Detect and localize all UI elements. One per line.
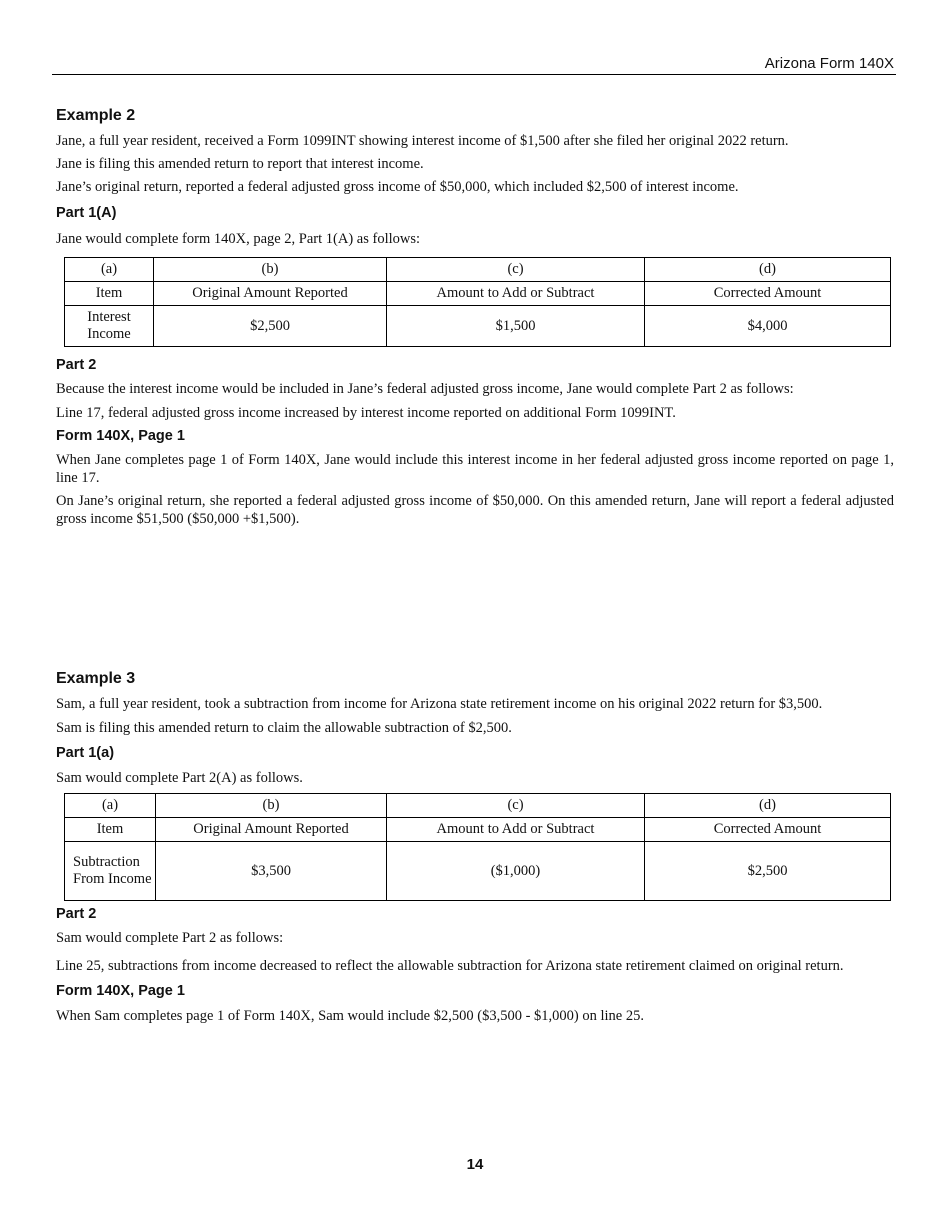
- table-cell-original: $3,500: [156, 842, 387, 901]
- example2-page1-text-1: When Jane completes page 1 of Form 140X, Jane would include this interest income in her federal adjusted gross income reported on page 1, line 17.: [56, 452, 894, 486]
- table-cell-change: $1,500: [387, 306, 645, 347]
- table-letter-row: [65, 258, 891, 282]
- column-header: Item: [65, 282, 154, 306]
- example2-intro-3: Jane’s original return, reported a federal adjusted gross income of $50,000, which included $2,500 of interest income.: [56, 179, 739, 195]
- example3-part2-text-2: Line 25, subtractions from income decreased to reflect the allowable subtraction for Arizona state retirement claimed on original return.: [56, 958, 844, 974]
- example3-intro-2: Sam is filing this amended return to claim the allowable subtraction of $2,500.: [56, 720, 512, 736]
- column-header: Corrected Amount: [645, 282, 891, 306]
- table-header-row: [65, 282, 891, 306]
- example2-part1-heading: Part 1(A): [56, 205, 117, 221]
- example2-heading: Example 2: [56, 107, 136, 124]
- column-letter: (c): [387, 794, 645, 818]
- column-header: Original Amount Reported: [154, 282, 387, 306]
- example2-part2-heading: Part 2: [56, 357, 97, 373]
- example3-page1-heading: Form 140X, Page 1: [56, 983, 185, 999]
- example3-part2-text-1: Sam would complete Part 2 as follows:: [56, 930, 284, 946]
- header-divider: [52, 74, 896, 75]
- example3-part2-heading: Part 2: [56, 906, 97, 922]
- column-letter: (d): [645, 258, 891, 282]
- column-letter: (d): [645, 794, 891, 818]
- column-letter: (a): [65, 794, 156, 818]
- example2-intro-2: Jane is filing this amended return to report that interest income.: [56, 156, 424, 172]
- column-letter: (a): [65, 258, 154, 282]
- example2-part2-text-2: Line 17, federal adjusted gross income increased by interest income reported on additional Form 1099INT.: [56, 405, 676, 421]
- column-letter: (b): [154, 258, 387, 282]
- column-header: Corrected Amount: [645, 818, 891, 842]
- table-cell-corrected: $4,000: [645, 306, 891, 347]
- column-letter: (c): [387, 258, 645, 282]
- form-title: Arizona Form 140X: [764, 55, 894, 72]
- table-row: [65, 842, 891, 901]
- example2-intro-1: Jane, a full year resident, received a Form 1099INT showing interest income of $1,500 after she filed her original 2022 return.: [56, 133, 789, 149]
- table-cell-item: Interest Income: [65, 306, 154, 347]
- example3-intro-1: Sam, a full year resident, took a subtraction from income for Arizona state retirement income on his original 2022 return for $3,500.: [56, 696, 823, 712]
- table-letter-row: [65, 794, 891, 818]
- example2-part1-text: Jane would complete form 140X, page 2, Part 1(A) as follows:: [56, 231, 421, 247]
- table-cell-corrected: $2,500: [645, 842, 891, 901]
- column-header: Amount to Add or Subtract: [387, 818, 645, 842]
- example3-page1-text: When Sam completes page 1 of Form 140X, Sam would include $2,500 ($3,500 - $1,000) on line 25.: [56, 1008, 644, 1024]
- column-header: Original Amount Reported: [156, 818, 387, 842]
- example2-table: [64, 257, 891, 347]
- example3-part1-heading: Part 1(a): [56, 745, 115, 761]
- column-header: Item: [65, 818, 156, 842]
- page-number: 14: [466, 1156, 484, 1173]
- table-cell-item: Subtraction From Income: [65, 842, 156, 901]
- column-letter: (b): [156, 794, 387, 818]
- column-header: Amount to Add or Subtract: [387, 282, 645, 306]
- example3-table: [64, 793, 891, 901]
- table-cell-original: $2,500: [154, 306, 387, 347]
- table-row: [65, 306, 891, 347]
- example2-part2-text-1: Because the interest income would be included in Jane’s federal adjusted gross income, Jane would complete Part 2 as follows:: [56, 381, 794, 397]
- table-cell-change: ($1,000): [387, 842, 645, 901]
- example3-part1-text: Sam would complete Part 2(A) as follows.: [56, 770, 303, 786]
- table-header-row: [65, 818, 891, 842]
- example2-page1-text-2: On Jane’s original return, she reported a federal adjusted gross income of $50,000. On this amended return, Jane will report a federal adjusted gross income $51,500 ($50,000 +$1,500).: [56, 493, 894, 527]
- example3-heading: Example 3: [56, 670, 136, 687]
- example2-page1-heading: Form 140X, Page 1: [56, 428, 185, 444]
